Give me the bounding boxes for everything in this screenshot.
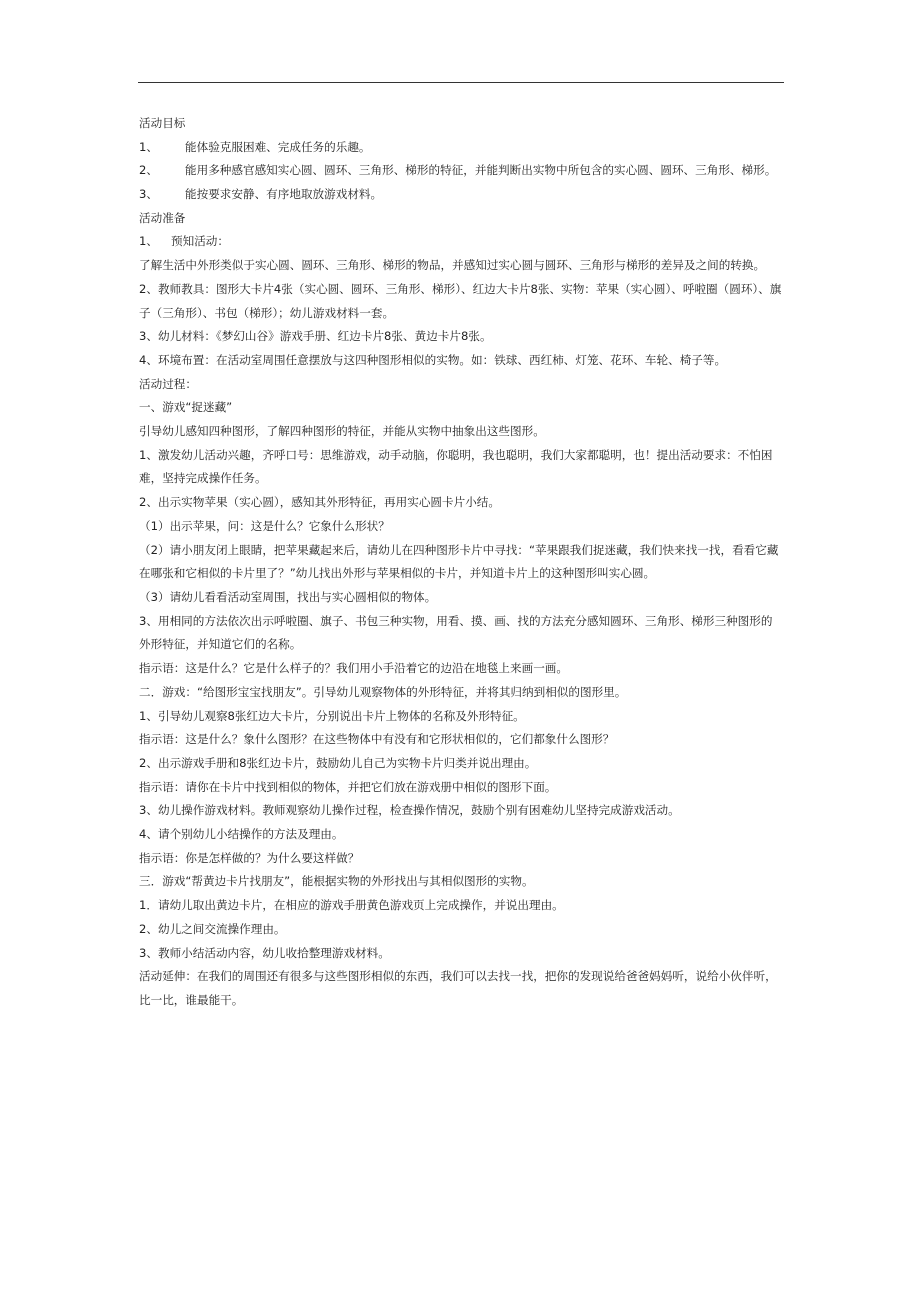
process-heading: 活动过程： (139, 376, 197, 391)
process-line: 3、幼儿操作游戏材料。教师观察幼儿操作过程，检查操作情况，鼓励个别有困难幼儿坚持完成游戏活动。 (139, 803, 680, 818)
prep-paragraph: 了解生活中外形类似于实心圆、圆环、三角形、梯形的物品，并感知过实心圆与圆环、三角形与梯形的差异及之间的转换。 (139, 258, 766, 273)
goal-number: 3、 (139, 187, 158, 202)
prep-paragraph: 4、环境布置：在活动室周围任意摆放与这四种图形相似的实物。如：铁球、西红柿、灯笼、花环、车轮、椅子等。 (139, 352, 727, 367)
prep-paragraph: 3、幼儿材料：《梦幻山谷》游戏手册、红边卡片8张、黄边卡片8张。 (139, 329, 492, 344)
goal-text: 能用多种感官感知实心圆、圆环、三角形、梯形的特征，并能判断出实物中所包含的实心圆、圆环、三角形、梯形。 (185, 163, 777, 178)
process-line: 2、出示实物苹果（实心圆），感知其外形特征，再用实心圆卡片小结。 (139, 495, 500, 510)
prep-number: 1、 (139, 234, 158, 249)
process-line: （2）请小朋友闭上眼睛，把苹果藏起来后，请幼儿在四种图形卡片中寻找：“苹果跟我们捉迷藏，我们快来找一找，看看它藏在哪张和它相似的卡片里了？”幼儿找出外形与苹果相似的卡片，并知道卡片上的这种图形叫实心圆。 (139, 542, 779, 581)
process-line: 1．请幼儿取出黄边卡片，在相应的游戏手册黄色游戏页上完成操作，并说出理由。 (139, 898, 564, 913)
header-rule (138, 82, 784, 83)
process-line: （1）出示苹果，问：这是什么？它象什么形状？ (139, 518, 390, 533)
goal-text: 能按要求安静、有序地取放游戏材料。 (185, 187, 383, 202)
goal-number: 1、 (139, 139, 158, 154)
process-line: （3）请幼儿看看活动室周围，找出与实心圆相似的物体。 (139, 590, 437, 604)
process-line: 2、出示游戏手册和8张红边卡片，鼓励幼儿自己为实物卡片归类并说出理由。 (139, 755, 537, 770)
process-line: 3、用相同的方法依次出示呼啦圈、旗子、书包三种实物，用看、摸、画、找的方法充分感知圆环、三角形、梯形三种图形的外形特征，并知道它们的名称。 (139, 613, 773, 652)
process-line: 指示语：这是什么？它是什么样子的？我们用小手沿着它的边沿在地毯上来画一画。 (139, 661, 568, 676)
process-line: 指示语：你是怎样做的？为什么要这样做？ (139, 850, 360, 865)
process-line: 三．游戏“帮黄边卡片找朋友”，能根据实物的外形找出与其相似图形的实物。 (139, 874, 534, 889)
prep-item (139, 230, 784, 254)
process-line: 一、游戏“捉迷藏” (139, 400, 233, 415)
process-line: 活动延伸：在我们的周围还有很多与这些图形相似的东西，我们可以去找一找，把你的发现说给爸爸妈妈听，说给小伙伴听，比一比，谁最能干。 (139, 969, 777, 1007)
process-line: 引导幼儿感知四种图形，了解四种图形的特征，并能从实物中抽象出这些图形。 (139, 424, 545, 439)
prep-text: 预知活动： (171, 234, 229, 249)
process-line: 指示语：这是什么？象什么图形？在这些物体中有没有和它形状相似的，它们都象什么图形？ (139, 732, 615, 747)
document-body (139, 112, 784, 1013)
process-line: 指示语：请你在卡片中找到相似的物体，并把它们放在游戏册中相似的图形下面。 (139, 779, 557, 794)
process-line: 1、引导幼儿观察8张红边大卡片，分别说出卡片上物体的名称及外形特征。 (139, 708, 525, 723)
goal-number: 2、 (139, 163, 158, 178)
goal-item (139, 183, 784, 207)
process-line: 3、教师小结活动内容，幼儿收拾整理游戏材料。 (139, 945, 390, 960)
goals-heading: 活动目标 (139, 116, 186, 130)
process-line: 1、激发幼儿活动兴趣，齐呼口号：思维游戏，动手动脑，你聪明，我也聪明，我们大家都聪明，也！提出活动要求：不怕困难，坚持完成操作任务。 (139, 447, 773, 486)
process-line: 二．游戏：“给图形宝宝找朋友”。引导幼儿观察物体的外形特征，并将其归纳到相似的图形里。 (139, 684, 627, 699)
goal-text: 能体验克服困难、完成任务的乐趣。 (185, 139, 371, 154)
process-line: 2、幼儿之间交流操作理由。 (139, 921, 286, 936)
prep-heading: 活动准备 (139, 210, 186, 225)
goal-item (139, 136, 784, 160)
goal-item (139, 159, 784, 183)
process-line: 4、请个别幼儿小结操作的方法及理由。 (139, 827, 344, 842)
prep-paragraph: 2、教师教具：图形大卡片4张（实心圆、圆环、三角形、梯形）、红边大卡片8张、实物：苹果（实心圆）、呼啦圈（圆环）、旗子（三角形）、书包（梯形）；幼儿游戏材料一套。 (139, 281, 782, 320)
